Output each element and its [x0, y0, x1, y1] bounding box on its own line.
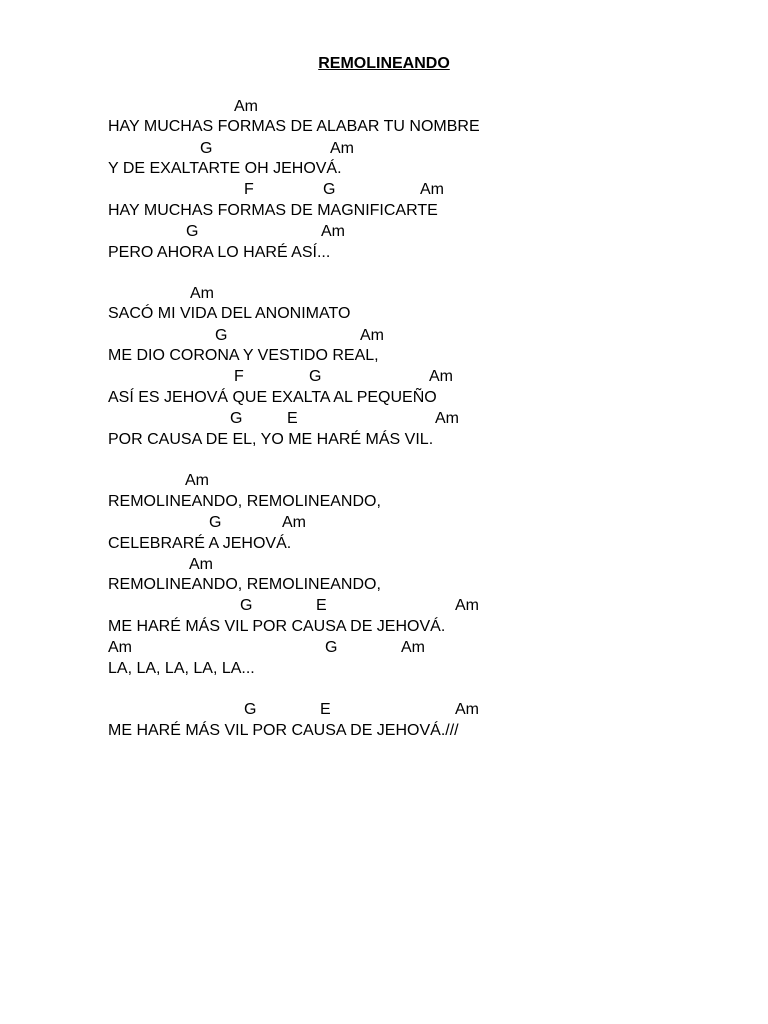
lyric-line: HAY MUCHAS FORMAS DE MAGNIFICARTE	[108, 202, 438, 219]
chord: Am	[429, 368, 453, 385]
chord: Am	[282, 514, 306, 531]
chord: Am	[455, 701, 479, 718]
song-title: REMOLINEANDO	[318, 55, 450, 72]
chord: F	[234, 368, 244, 385]
lyric-line: SACÓ MI VIDA DEL ANONIMATO	[108, 305, 351, 322]
chord: E	[320, 701, 331, 718]
chord: Am	[360, 327, 384, 344]
chord: Am	[420, 181, 444, 198]
chord: Am	[185, 472, 209, 489]
lyric-line: LA, LA, LA, LA, LA...	[108, 660, 255, 677]
lyric-line: ME DIO CORONA Y VESTIDO REAL,	[108, 347, 379, 364]
lyric-line: Y DE EXALTARTE OH JEHOVÁ.	[108, 160, 342, 177]
lyric-line: ASÍ ES JEHOVÁ QUE EXALTA AL PEQUEÑO	[108, 389, 437, 406]
chord: Am	[435, 410, 459, 427]
chord: F	[244, 181, 254, 198]
lyric-line: ME HARÉ MÁS VIL POR CAUSA DE JEHOVÁ.///	[108, 722, 459, 739]
lyric-line: POR CAUSA DE EL, YO ME HARÉ MÁS VIL.	[108, 431, 434, 448]
lyric-line: HAY MUCHAS FORMAS DE ALABAR TU NOMBRE	[108, 118, 480, 135]
chord: G	[215, 327, 228, 344]
chord: G	[186, 223, 199, 240]
chord: Am	[321, 223, 345, 240]
chord: Am	[234, 98, 258, 115]
chord: Am	[455, 597, 479, 614]
lyric-line: PERO AHORA LO HARÉ ASÍ...	[108, 244, 331, 261]
chord: Am	[108, 639, 132, 656]
chord: G	[244, 701, 257, 718]
chord: Am	[190, 285, 214, 302]
chord: G	[209, 514, 222, 531]
chord: Am	[189, 556, 213, 573]
chord: Am	[330, 140, 354, 157]
chord: G	[200, 140, 213, 157]
lyric-line: REMOLINEANDO, REMOLINEANDO,	[108, 576, 381, 593]
chord: E	[287, 410, 298, 427]
chord: G	[309, 368, 322, 385]
chord: G	[240, 597, 253, 614]
chord: E	[316, 597, 327, 614]
lyric-line: REMOLINEANDO, REMOLINEANDO,	[108, 493, 381, 510]
chord: G	[325, 639, 338, 656]
chord: Am	[401, 639, 425, 656]
lyric-line: ME HARÉ MÁS VIL POR CAUSA DE JEHOVÁ.	[108, 618, 446, 635]
lyric-line: CELEBRARÉ A JEHOVÁ.	[108, 535, 292, 552]
chord: G	[230, 410, 243, 427]
chord: G	[323, 181, 336, 198]
